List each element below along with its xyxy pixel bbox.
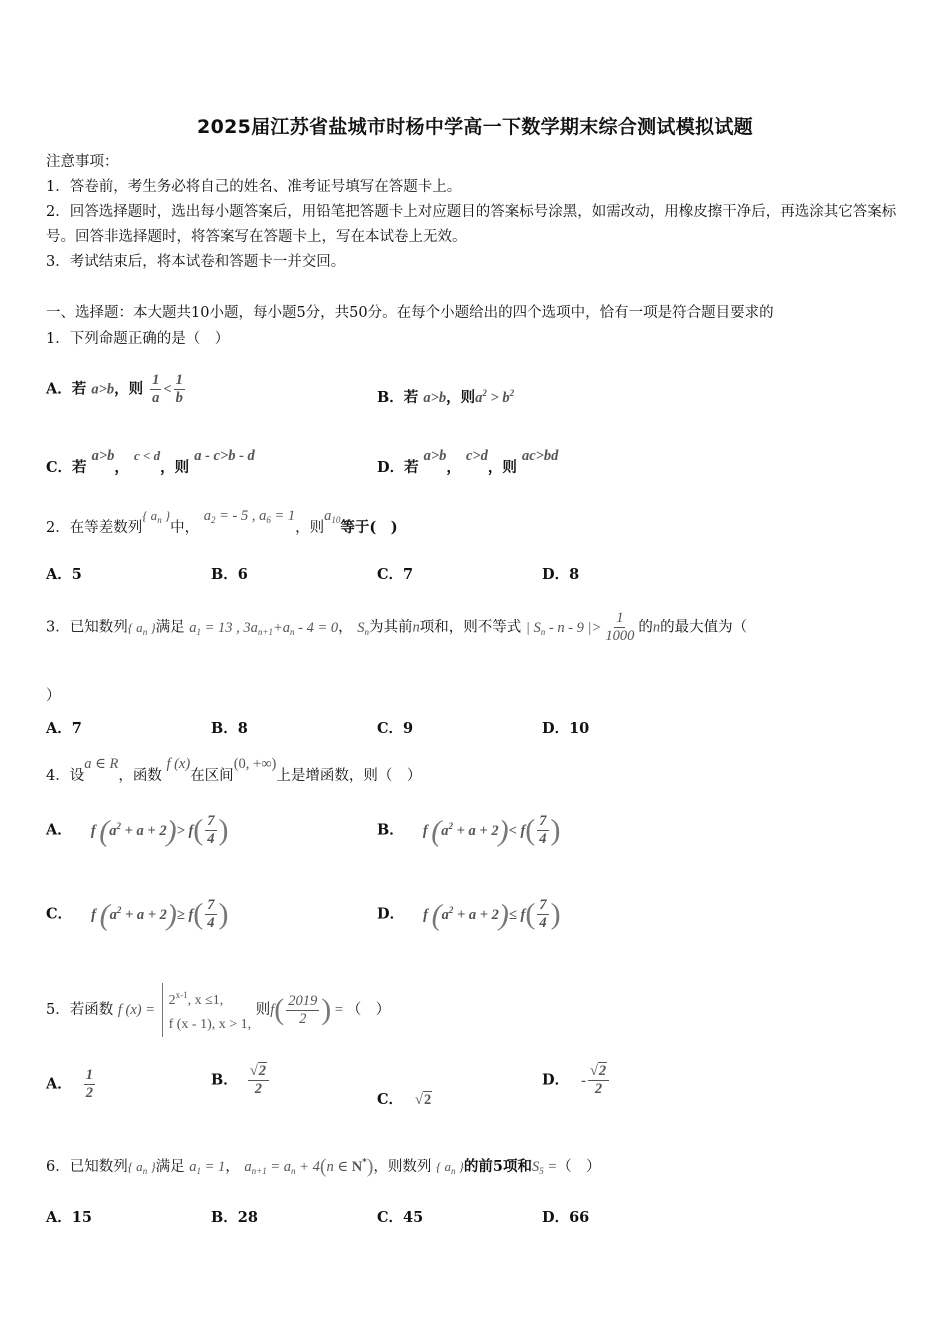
q6-option-a: A．15: [46, 1209, 92, 1226]
q2-option-d: D．8: [542, 566, 580, 583]
q1-option-c: C．若 a>b， c < d，则 a - c>b - d: [46, 448, 255, 476]
q3-option-d: D．10: [542, 720, 590, 737]
notice-item-1: 1．答卷前，考生务必将自己的姓名、准考证号填写在答题卡上。: [46, 179, 462, 195]
question-6-stem: 6．已知数列{ $a_n$ }满足 $a_1 = 1$， $a_{n+1} = a_n + 4(n$ ∈ N*)，则数列 { $a_n$ }的前5项和$S_5$ =（ ）: [46, 1155, 601, 1178]
q2-option-b: B．6: [211, 566, 248, 583]
q1-option-b: B．若 a>b，则$a^2 > b^2$: [377, 388, 515, 406]
q5-option-a: A． $\frac{1}{2}$: [46, 1067, 94, 1101]
q2-option-c: C．7: [377, 566, 414, 583]
question-4-stem: 4．设a ∈ R，函数 f (x)在区间(0, +∞)上是增函数，则（ ）: [46, 756, 422, 784]
q3-option-c: C．9: [377, 720, 414, 737]
q6-option-d: D．66: [542, 1209, 590, 1226]
q1-option-a: A．若 a>b，则 $\frac{1}{a}$ < $\frac{1}{b}$: [46, 372, 183, 406]
notice-block: [46, 150, 906, 275]
q6-option-c: C．45: [377, 1209, 424, 1226]
q4-option-a: A． f $(a^2 + a + 2)> f$( $\frac{7}{4}$ ): [46, 813, 229, 848]
question-3-stem: 3．已知数列{ $a_n$ }满足 $a_1 = 13$ , $3a_{n+1}+a_n - 4 = 0$， $S_n$为其前n项和，则不等式 | $S_n$ - n - 9 |> $\frac{1}{1000}$ 的n的最大值为（: [46, 610, 748, 644]
question-5-stem: 5．若函数 f (x) = 2$^{x-1}$, x ≤1, f (x - 1), x > 1, 则f( $\frac{2019}{2}$ ) = （ ）: [46, 983, 390, 1037]
q3-option-b: B．8: [211, 720, 248, 737]
notice-item-2: 2．回答选择题时，选出每小题答案后，用铅笔把答题卡上对应题目的答案标号涂黑，如需改动，用橡皮擦干净后，再选涂其它答案标号。回答非选择题时，将答案写在答题卡上，写在本试卷上无效。: [46, 204, 897, 245]
q4-option-b: B． f $(a^2 + a + 2)< f$( $\frac{7}{4}$ ): [377, 813, 561, 848]
question-3-close: ）: [46, 688, 61, 704]
section-heading: 一、选择题：本大题共10小题，每小题5分，共50分。在每个小题给出的四个选项中，恰有一项是符合题目要求的: [46, 305, 774, 321]
notice-item-3: 3．考试结束后，将本试卷和答题卡一并交回。: [46, 254, 346, 270]
q5-option-c: C． √2: [377, 1091, 432, 1108]
q5-option-b: B． $\frac{√2}{2}$: [211, 1063, 271, 1098]
page-title: 2025届江苏省盐城市时杨中学高一下数学期末综合测试模拟试题: [197, 116, 753, 138]
question-1-stem: 1．下列命题正确的是（ ）: [46, 331, 230, 347]
q4-option-d: D． f $(a^2 + a + 2)\le f$( $\frac{7}{4}$ ): [377, 897, 561, 932]
notice-heading: 注意事项：: [46, 154, 119, 170]
q5-option-d: D． - $\frac{√2}{2}$: [542, 1063, 611, 1098]
q1-option-d: D．若 a>b， c>d，则 ac>bd: [377, 448, 559, 476]
q3-option-a: A．7: [46, 720, 82, 737]
question-2-stem: 2．在等差数列{ $a_n$ }中， $a_2$ = - 5 , $a_6 = 1$，则$a_{10}$等于( ): [46, 508, 398, 536]
q6-option-b: B．28: [211, 1209, 258, 1226]
q4-option-c: C． f $(a^2 + a + 2)\ge f$( $\frac{7}{4}$ ): [46, 897, 229, 932]
q2-option-a: A．5: [46, 566, 82, 583]
